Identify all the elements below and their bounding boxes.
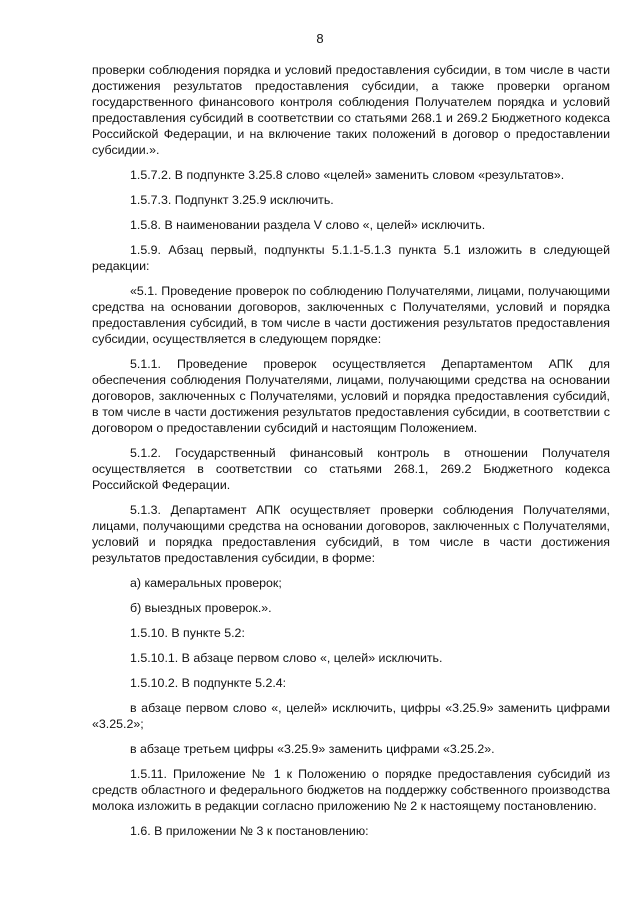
page-number: 8 — [316, 31, 324, 46]
paragraph-1-6: 1.6. В приложении № 3 к постановлению: — [130, 824, 369, 838]
list-item-a: а) камеральных проверок; — [130, 576, 282, 590]
paragraph-continuation: проверки соблюдения порядка и условий предоставления субсидии, в том числе в части достижения результатов предоставления субсидии, а также проверки органом государственного финансового контроля соблюдения Получателем порядка и условий предоставления субсидий в соответствии со статьями 268.1 и 269.2 Бюджетного кодекса Российской Федерации, и на включение таких положений в договор о предоставлении субсидии.». — [92, 63, 610, 157]
paragraph-5-1-1: 5.1.1. Проведение проверок осуществляется Департаментом АПК для обеспечения соблюдения Получателями, лицами, получающими средства на основании договоров, заключенных с Получателями, условий и порядка предоставления субсидий, в том числе в части достижения результатов предоставления субсидии, в соответствии с договором о предоставлении субсидий и настоящим Положением. — [92, 357, 610, 435]
paragraph-first-abzac: в абзаце первом слово «, целей» исключить, цифры «3.25.9» заменить цифрами «3.25.2»; — [92, 701, 610, 731]
paragraph-1-5-10-2: 1.5.10.2. В подпункте 5.2.4: — [130, 676, 287, 690]
paragraph-5-1: «5.1. Проведение проверок по соблюдению Получателями, лицами, получающими средства на основании договоров, заключенных с Получателями, условий и порядка предоставления субсидий, в том числе в части достижения результатов предоставления субсидии, осуществляется в следующем порядке: — [92, 284, 610, 346]
paragraph-1-5-10-1: 1.5.10.1. В абзаце первом слово «, целей» исключить. — [130, 651, 443, 665]
document-body — [92, 62, 610, 848]
paragraph-1-5-10: 1.5.10. В пункте 5.2: — [130, 626, 245, 640]
paragraph-5-1-2: 5.1.2. Государственный финансовый контроль в отношении Получателя осуществляется в соответствии со статьями 268.1, 269.2 Бюджетного кодекса Российской Федерации. — [92, 446, 610, 492]
paragraph-1-5-7-3: 1.5.7.3. Подпункт 3.25.9 исключить. — [130, 193, 334, 207]
paragraph-1-5-7-2: 1.5.7.2. В подпункте 3.25.8 слово «целей» заменить словом «результатов». — [130, 168, 565, 182]
paragraph-third-abzac: в абзаце третьем цифры «3.25.9» заменить цифрами «3.25.2». — [130, 742, 495, 756]
paragraph-1-5-9: 1.5.9. Абзац первый, подпункты 5.1.1-5.1.3 пункта 5.1 изложить в следующей редакции: — [92, 243, 610, 273]
paragraph-5-1-3: 5.1.3. Департамент АПК осуществляет проверки соблюдения Получателями, лицами, получающими средства на основании договоров, заключенных с Получателями, условий и порядка предоставления субсидий, в том числе в части достижения результатов предоставления субсидии, в форме: — [92, 503, 610, 565]
paragraph-1-5-11: 1.5.11. Приложение № 1 к Положению о порядке предоставления субсидий из средств областного и федерального бюджетов на поддержку собственного производства молока изложить в редакции согласно приложению № 2 к настоящему постановлению. — [92, 767, 610, 813]
paragraph-1-5-8: 1.5.8. В наименовании раздела V слово «, целей» исключить. — [130, 218, 486, 232]
list-item-b: б) выездных проверок.». — [130, 601, 272, 615]
